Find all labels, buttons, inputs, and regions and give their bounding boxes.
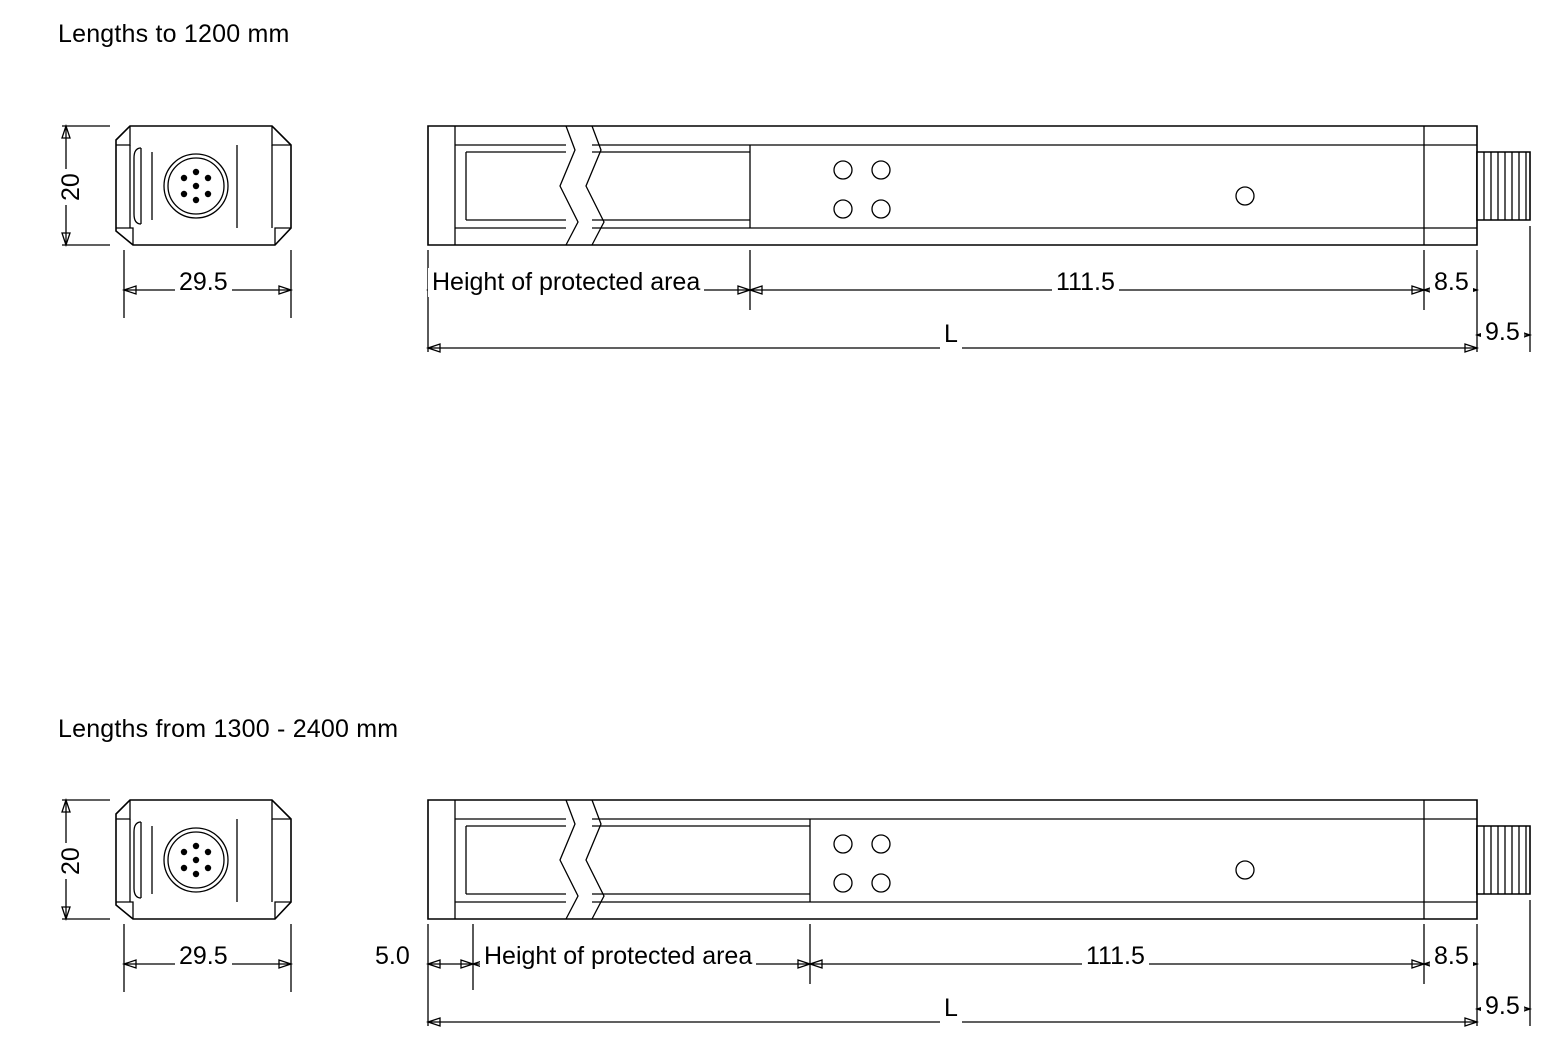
dim-95-bottom: 9.5 bbox=[1481, 992, 1524, 1021]
dim-50-bottom: 5.0 bbox=[371, 942, 414, 971]
dim-95-top: 9.5 bbox=[1481, 318, 1524, 347]
dim-1115-bottom: 111.5 bbox=[1082, 942, 1149, 971]
dim-85-top: 8.5 bbox=[1430, 268, 1473, 297]
dim-85-bottom: 8.5 bbox=[1430, 942, 1473, 971]
end-view-bottom bbox=[116, 800, 291, 919]
caption-bottom: Lengths from 1300 - 2400 mm bbox=[58, 715, 399, 743]
dim-width-295-bottom: 29.5 bbox=[175, 942, 232, 971]
dim-hpa-top: Height of protected area bbox=[428, 268, 704, 297]
side-view-bottom bbox=[428, 800, 1530, 919]
dim-hpa-bottom: Height of protected area bbox=[480, 942, 756, 971]
dim-L-bottom: L bbox=[940, 994, 962, 1023]
dim-width-295-top: 29.5 bbox=[175, 268, 232, 297]
caption-top: Lengths to 1200 mm bbox=[58, 20, 290, 48]
dim-height-20-bottom: 20 bbox=[57, 843, 86, 879]
dim-L-top: L bbox=[940, 320, 962, 349]
dim-1115-top: 111.5 bbox=[1052, 268, 1119, 297]
dim-height-20-top: 20 bbox=[57, 169, 86, 205]
